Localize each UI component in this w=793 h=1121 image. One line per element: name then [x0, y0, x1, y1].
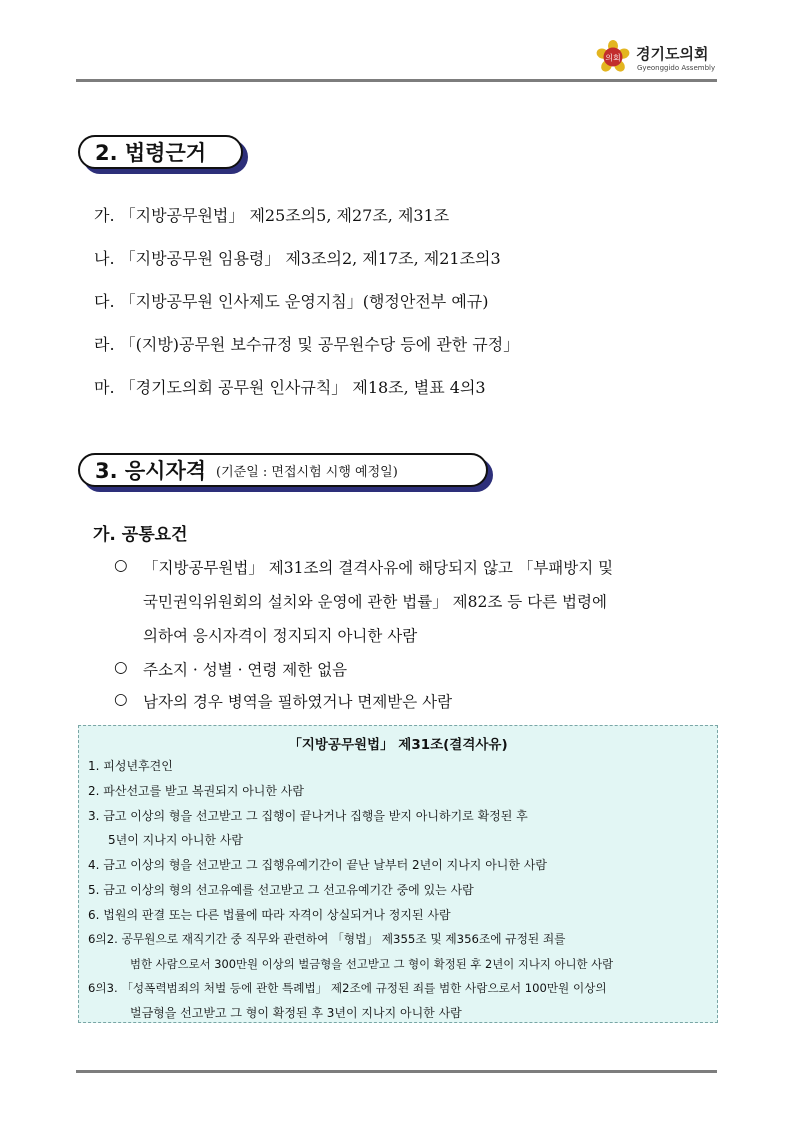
legal-basis-item: 가. 「지방공무원법」 제25조의5, 제27조, 제31조	[94, 206, 450, 225]
section-2-title: 2. 법령근거	[95, 141, 207, 165]
disqualification-item: 4. 금고 이상의 형을 선고받고 그 집행유예기간이 끝난 날부터 2년이 지나지 아니한 사람	[88, 858, 547, 872]
disqualification-box	[78, 725, 718, 1023]
disqualification-item: 1. 피성년후견인	[88, 759, 173, 773]
legal-basis-item: 라. 「(지방)공무원 보수규정 및 공무원수당 등에 관한 규정」	[94, 335, 520, 354]
emblem-text: 의회	[605, 53, 621, 63]
section-2-box	[78, 135, 243, 169]
section-3-box	[78, 453, 488, 487]
bullet-text: 주소지 · 성별 · 연령 제한 없음	[143, 661, 348, 679]
bullet-text-continued: 의하여 응시자격이 정지되지 아니한 사람	[143, 627, 418, 645]
assembly-logo	[596, 40, 726, 80]
bullet-icon: ○	[114, 658, 128, 676]
disqualification-item: 6의2. 공무원으로 재직기간 중 직무와 관련하여 「형법」 제355조 및 제356조에 규정된 죄를	[88, 932, 566, 946]
disqualification-item-continued: 벌금형을 선고받고 그 형이 확정된 후 3년이 지나지 아니한 사람	[130, 1006, 462, 1020]
disqualification-item: 3. 금고 이상의 형을 선고받고 그 집행이 끝나거나 집행을 받지 아니하기로 확정된 후	[88, 809, 528, 823]
section-2-heading	[78, 135, 246, 169]
section-3-title: 3. 응시자격	[95, 459, 207, 483]
logo-name: 경기도의회	[636, 45, 709, 63]
bullet-icon: ○	[114, 690, 128, 708]
bullet-icon: ○	[114, 556, 128, 574]
logo-english: Gyeonggido Assembly	[637, 64, 716, 72]
disqualification-item: 2. 파산선고를 받고 복권되지 아니한 사람	[88, 784, 304, 798]
header-divider	[76, 79, 717, 82]
bullet-text: 남자의 경우 병역을 필하였거나 면제받은 사람	[143, 693, 453, 711]
footer-divider	[76, 1070, 717, 1073]
reference-date-note: (기준일 : 면접시험 시행 예정일)	[216, 464, 398, 480]
common-requirements-heading: 가. 공통요건	[93, 525, 188, 545]
disqualification-item: 5. 금고 이상의 형의 선고유예를 선고받고 그 선고유예기간 중에 있는 사람	[88, 883, 474, 897]
legal-basis-item: 마. 「경기도의회 공무원 인사규칙」 제18조, 별표 4의3	[94, 378, 486, 397]
disqualification-item: 6의3. 「성폭력범죄의 처벌 등에 관한 특례법」 제2조에 규정된 죄를 범한 사람으로서 100만원 이상의	[88, 981, 607, 995]
legal-basis-item: 나. 「지방공무원 임용령」 제3조의2, 제17조, 제21조의3	[94, 249, 501, 268]
disqualification-item: 6. 법원의 판결 또는 다른 법률에 따라 자격이 상실되거나 정지된 사람	[88, 908, 451, 922]
disqualification-item-continued: 5년이 지나지 아니한 사람	[108, 833, 243, 847]
bullet-text: 「지방공무원법」 제31조의 결격사유에 해당되지 않고 「부패방지 및	[143, 559, 614, 577]
disqualification-item-continued: 범한 사람으로서 300만원 이상의 벌금형을 선고받고 그 형이 확정된 후 2년이 지나지 아니한 사람	[130, 957, 614, 971]
box-title: 「지방공무원법」 제31조(결격사유)	[288, 737, 508, 753]
section-3-heading	[78, 453, 494, 487]
bullet-text-continued: 국민권익위원회의 설치와 운영에 관한 법률」 제82조 등 다른 법령에	[143, 593, 607, 611]
assembly-emblem-icon	[596, 40, 630, 74]
legal-basis-item: 다. 「지방공무원 인사제도 운영지침」(행정안전부 예규)	[94, 292, 489, 311]
